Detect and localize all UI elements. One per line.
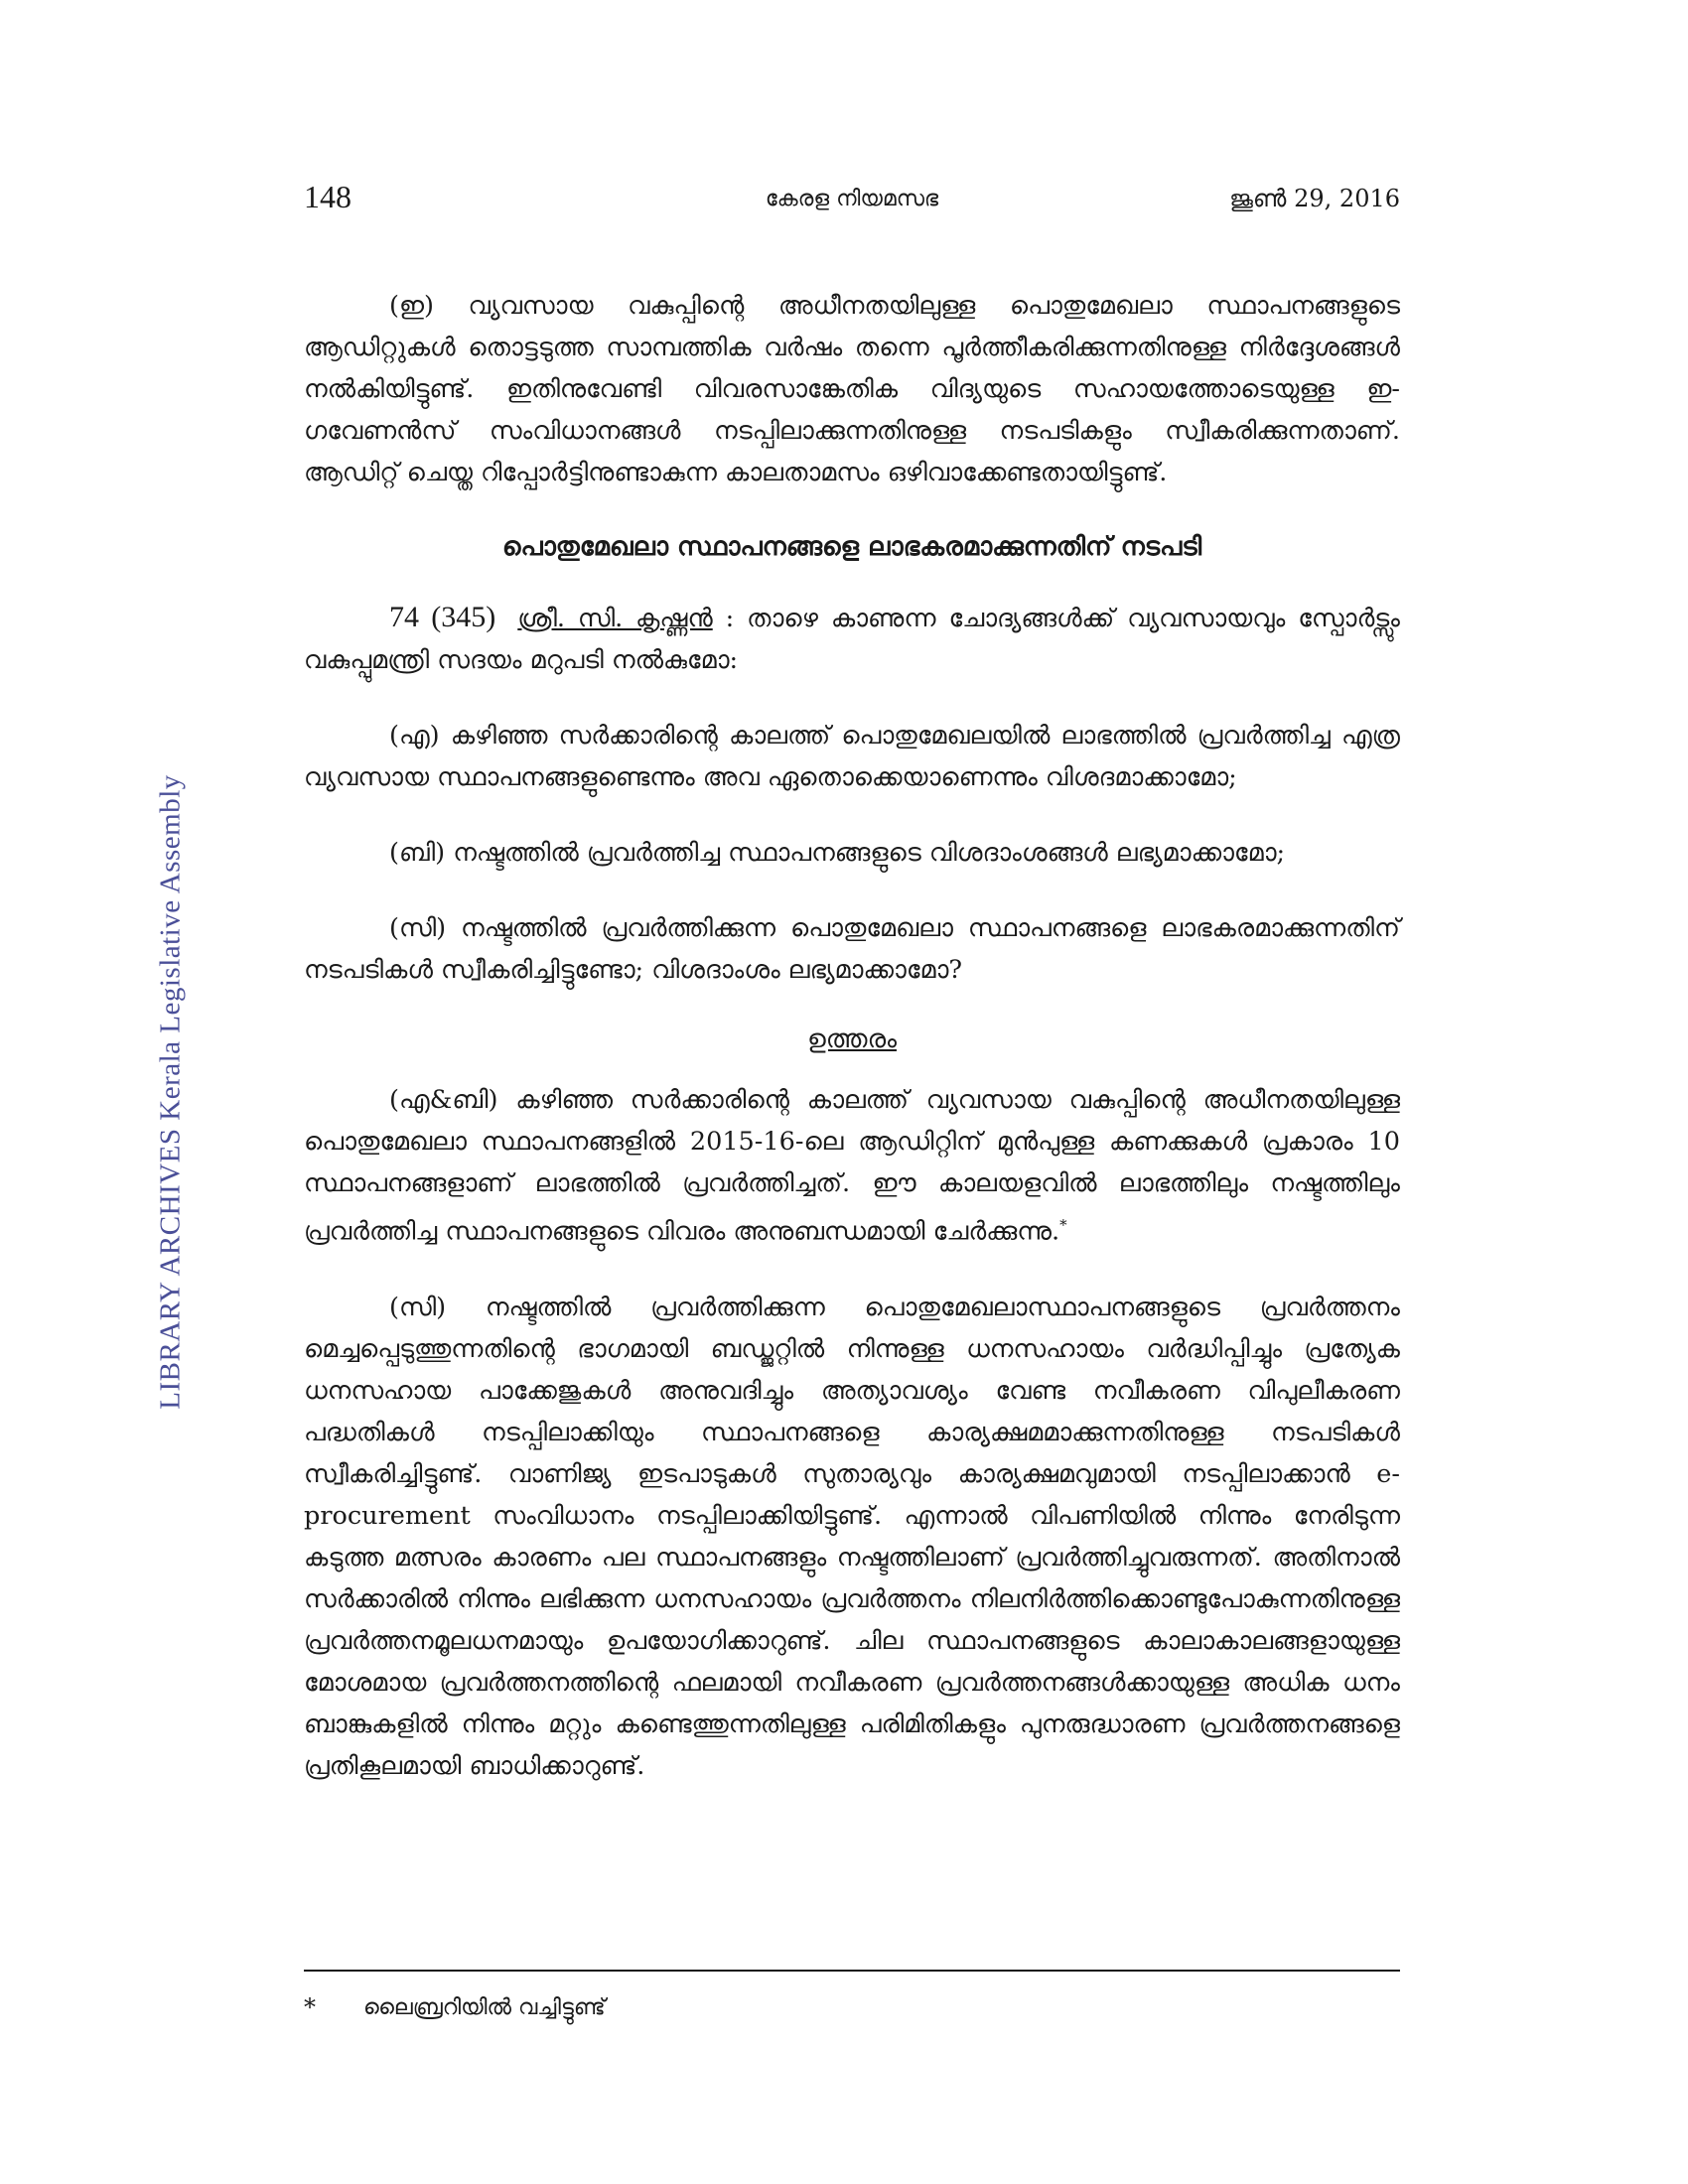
paragraph-intro: (ഇ) വ്യവസായ വകുപ്പിന്റെ അധീനതയിലുള്ള പൊതുമേഖലാ സ്ഥാപനങ്ങളുടെ ആഡിറ്റുകൾ തൊട്ടടുത്ത സാമ്പത്തിക വർഷം തന്നെ പൂർത്തീകരിക്കുന്നതിനുള്ള നിർദ്ദേശങ്ങൾ നൽകിയിട്ടുണ്ട്. ഇതിനുവേണ്ടി വിവരസാങ്കേതിക വിദ്യയുടെ സഹായത്തോടെയുള്ള ഇ-ഗവേണൻസ് സംവിധാനങ്ങൾ നടപ്പിലാക്കുന്നതിനുള്ള നടപടികളും സ്വീകരിക്കുന്നതാണ്. ആഡിറ്റ് ചെയ്ത റിപ്പോർട്ടിനുണ്ടാകുന്ന കാലതാമസം ഒഴിവാക്കേണ്ടതായിട്ടുണ്ട്.: [304, 291, 1400, 487]
page-number: 148: [304, 179, 352, 214]
footnote-divider: [304, 1970, 1400, 1972]
page-body: [304, 285, 1400, 1821]
question-c: (സി) നഷ്ടത്തിൽ പ്രവർത്തിക്കുന്ന പൊതുമേഖലാ സ്ഥാപനങ്ങളെ ലാഭകരമാക്കുന്നതിന് നടപടികൾ സ്വീകരിച്ചിട്ടുണ്ടോ; വിശദാംശം ലഭ്യമാക്കാമോ?: [304, 913, 1400, 985]
answer-ab-text: (എ&ബി) കഴിഞ്ഞ സർക്കാരിന്റെ കാലത്ത് വ്യവസായ വകുപ്പിന്റെ അധീനതയിലുള്ള പൊതുമേഖലാ സ്ഥാപനങ്ങളിൽ 2015-16-ലെ ആഡിറ്റിന് മുൻപുള്ള കണക്കുകൾ പ്രകാരം 10 സ്ഥാപനങ്ങളാണ് ലാഭത്തിൽ പ്രവർത്തിച്ചത്. ഈ കാലയളവിൽ ലാഭത്തിലും നഷ്ടത്തിലും പ്രവർത്തിച്ച സ്ഥാപനങ്ങളുടെ വിവരം അനുബന്ധമായി ചേർക്കുന്നു.: [304, 1085, 1400, 1247]
question-b: (ബി) നഷ്ടത്തിൽ പ്രവർത്തിച്ച സ്ഥാപനങ്ങളുടെ വിശദാംശങ്ങൾ ലഭ്യമാക്കാമോ;: [389, 838, 1286, 868]
question-paragraph: [304, 597, 1400, 681]
running-title: കേരള നിയമസഭ: [765, 187, 939, 211]
question-a: (എ) കഴിഞ്ഞ സർക്കാരിന്റെ കാലത്ത് പൊതുമേഖലയിൽ ലാഭത്തിൽ പ്രവർത്തിച്ച എത്ര വ്യവസായ സ്ഥാപനങ്ങളുണ്ടെന്നും അവ ഏതൊക്കെയാണെന്നും വിശദമാക്കാമോ;: [304, 721, 1400, 792]
answer-c: (സി) നഷ്ടത്തിൽ പ്രവർത്തിക്കുന്ന പൊതുമേഖലാസ്ഥാപനങ്ങളുടെ പ്രവർത്തനം മെച്ചപ്പെടുത്തുന്നതിന്റെ ഭാഗമായി ബഡ്ജറ്റിൽ നിന്നുള്ള ധനസഹായം വർദ്ധിപ്പിച്ചും പ്രത്യേക ധനസഹായ പാക്കേജുകൾ അനുവദിച്ചും അത്യാവശ്യം വേണ്ട നവീകരണ വിപുലീകരണ പദ്ധതികൾ നടപ്പിലാക്കിയും സ്ഥാപനങ്ങളെ കാര്യക്ഷമമാക്കുന്നതിനുള്ള നടപടികൾ സ്വീകരിച്ചിട്ടുണ്ട്. വാണിജ്യ ഇടപാടുകൾ സുതാര്യവും കാര്യക്ഷമവുമായി നടപ്പിലാക്കാൻ e-procurement സംവിധാനം നടപ്പിലാക്കിയിട്ടുണ്ട്. എന്നാൽ വിപണിയിൽ നിന്നും നേരിടുന്ന കടുത്ത മത്സരം കാരണം പല സ്ഥാപനങ്ങളും നഷ്ടത്തിലാണ് പ്രവർത്തിച്ചുവരുന്നത്. അതിനാൽ സർക്കാരിൽ നിന്നും ലഭിക്കുന്ന ധനസഹായം പ്രവർത്തനം നിലനിർത്തിക്കൊണ്ടുപോകുന്നതിനുള്ള പ്രവർത്തനമൂലധനമായും ഉപയോഗിക്കാറുണ്ട്. ചില സ്ഥാപനങ്ങളുടെ കാലാകാലങ്ങളായുള്ള മോശമായ പ്രവർത്തനത്തിന്റെ ഫലമായി നവീകരണ പ്രവർത്തനങ്ങൾക്കായുള്ള അധിക ധനം ബാങ്കുകളിൽ നിന്നും മറ്റും കണ്ടെത്തുന്നതിലുള്ള പരിമിതികളും പുനരുദ്ധാരണ പ്രവർത്തനങ്ങളെ പ്രതികൂലമായി ബാധിക്കാറുണ്ട്.: [304, 1292, 1400, 1781]
question-member: ശ്രീ. സി. കൃഷ്ണൻ: [517, 604, 713, 633]
page-header: [304, 179, 1400, 228]
footnote-mark: *: [304, 1993, 316, 2021]
question-intro: : താഴെ കാണുന്ന ചോദ്യങ്ങൾക്ക് വ്യവസായവും സ്പോർട്സും വകുപ്പുമന്ത്രി സദയം മറുപടി നൽകുമോ:: [304, 604, 1400, 675]
archive-watermark: LIBRARY ARCHIVES Kerala Legislative Assembly: [154, 774, 187, 1410]
answer-ab: [304, 1079, 1400, 1253]
footnote-reference: *: [1059, 1216, 1067, 1234]
header-date: ജൂൺ 29, 2016: [1229, 185, 1400, 212]
footnote-text: ലൈബ്രറിയിൽ വച്ചിട്ടുണ്ട്: [363, 1995, 606, 2020]
question-number: 74 (345): [389, 601, 496, 633]
question-heading: പൊതുമേഖലാ സ്ഥാപനങ്ങളെ ലാഭകരമാക്കുന്നതിന് നടപടി: [501, 532, 1202, 562]
answer-heading: ഉത്തരം: [807, 1024, 897, 1054]
